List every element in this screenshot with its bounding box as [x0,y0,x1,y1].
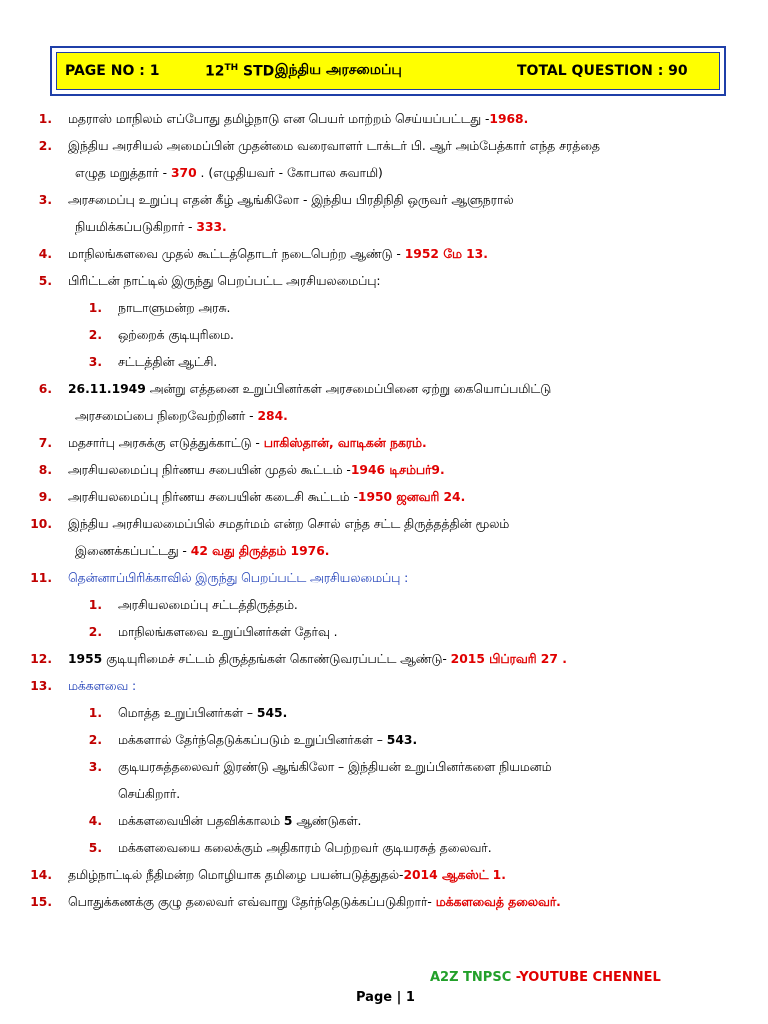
question-6-cont: அரசமைப்பை நிறைவேற்றினர் - 284. [75,409,288,423]
question-2-cont: எழுத மறுத்தார் - 370 . (எழுதியவர் - கோபால சுவாமி) [75,166,383,180]
total-questions-label: TOTAL QUESTION : 90 [517,63,688,79]
answer: 1952 மே 13. [404,247,488,261]
answer: 333. [196,220,227,234]
question-11-item: 1. அரசியலமைப்பு சட்டத்திருத்தம். [88,598,298,612]
question-14: 14. தமிழ்நாட்டில் நீதிமன்ற மொழியாக தமிழை பயன்படுத்துதல்-2014 ஆகஸ்ட் 1. [30,868,506,882]
answer: 370 [170,166,197,180]
question-5-item: 1. நாடாளுமன்ற அரசு. [88,301,231,315]
answer: மக்களவைத் தலைவர். [435,895,561,909]
question-13-item: 3. குடியரசுத்தலைவர் இரண்டு ஆங்கிலோ – இந்தியன் உறுப்பினர்களை நியமனம் [88,760,552,774]
subject-title: இந்திய அரசமைப்பு [275,62,402,78]
answer: 42 வது திருத்தம் 1976. [190,544,330,558]
answer: 1946 டிசம்பர்9. [350,463,445,477]
question-2: 2. இந்திய அரசியல் அமைப்பின் முதன்மை வரைவாளர் டாக்டர் பி. ஆர் அம்பேத்கார் எந்த சரத்தை [38,139,600,153]
question-15: 15. பொதுக்கணக்கு குழு தலைவர் எவ்வாறு தேர்ந்தெடுக்கப்படுகிறார்- மக்களவைத் தலைவர். [30,895,561,909]
page-header [50,46,726,96]
question-13-item: 1. மொத்த உறுப்பினர்கள் – 545. [88,706,288,720]
question-9: 9. அரசியலமைப்பு நிர்ணய சபையின் கடைசி கூட்டம் -1950 ஜனவரி 24. [38,490,466,504]
question-8: 8. அரசியலமைப்பு நிர்ணய சபையின் முதல் கூட்டம் -1946 டிசம்பர்9. [38,463,445,477]
question-13: 13. மக்களவை : [30,679,137,693]
question-10: 10. இந்திய அரசியலமைப்பில் சமதர்மம் என்ற சொல் எந்த சட்ட திருத்தத்தின் மூலம் [30,517,510,531]
question-7: 7. மதசார்பு அரசுக்கு எடுத்துக்காட்டு - பாகிஸ்தான், வாடிகன் நகரம். [38,436,427,450]
question-13-item: 4. மக்களவையின் பதவிக்காலம் 5 ஆண்டுகள். [88,814,362,828]
question-3: 3. அரசமைப்பு உறுப்பு எதன் கீழ் ஆங்கிலோ - இந்திய பிரதிநிதி ஒருவர் ஆளுநரால் [38,193,514,207]
channel-brand: A2Z TNPSC -YOUTUBE CHENNEL [430,970,661,985]
question-12: 12. 1955 குடியுரிமைச் சட்டம் திருத்தங்கள் கொண்டுவரப்பட்ட ஆண்டு- 2015 பிப்ரவரி 27 . [30,652,567,666]
question-6: 6. 26.11.1949 அன்று எத்தனை உறுப்பினர்கள் அரசமைப்பினை ஏற்று கையொப்பமிட்டு [38,382,552,396]
header-banner [56,52,720,90]
page-number-label: PAGE NO : 1 [65,63,160,79]
question-list [0,106,768,916]
std-label: 12TH STD [205,62,275,80]
question-5-item: 2. ஒற்றைக் குடியுரிமை. [88,328,234,342]
answer: 2015 பிப்ரவரி 27 . [450,652,567,666]
question-13-item-cont: செய்கிறார். [118,787,181,801]
question-1: 1. மதராஸ் மாநிலம் எப்போது தமிழ்நாடு என பெயர் மாற்றம் செய்யப்பட்டது -1968. [38,112,529,126]
answer: 1968. [489,112,529,126]
answer: 1950 ஜனவரி 24. [357,490,466,504]
answer: பாகிஸ்தான், வாடிகன் நகரம். [263,436,427,450]
question-5: 5. பிரிட்டன் நாட்டில் இருந்து பெறப்பட்ட அரசியலமைப்பு: [38,274,381,288]
question-11: 11. தென்னாப்பிரிக்காவில் இருந்து பெறப்பட்ட அரசியலமைப்பு : [30,571,409,585]
answer: 2014 ஆகஸ்ட் 1. [403,868,506,882]
question-11-item: 2. மாநிலங்களவை உறுப்பினர்கள் தேர்வு . [88,625,338,639]
question-5-item: 3. சட்டத்தின் ஆட்சி. [88,355,218,369]
question-13-item: 2. மக்களால் தேர்ந்தெடுக்கப்படும் உறுப்பினர்கள் – 543. [88,733,418,747]
question-13-item: 5. மக்களவையை கலைக்கும் அதிகாரம் பெற்றவர் குடியரசுத் தலைவர். [88,841,492,855]
answer: 284. [257,409,288,423]
page-footer-number: Page | 1 [356,990,415,1005]
question-4: 4. மாநிலங்களவை முதல் கூட்டத்தொடர் நடைபெற்ற ஆண்டு - 1952 மே 13. [38,247,488,261]
question-10-cont: இணைக்கப்பட்டது - 42 வது திருத்தம் 1976. [75,544,330,558]
question-3-cont: நியமிக்கப்படுகிறார் - 333. [75,220,227,234]
